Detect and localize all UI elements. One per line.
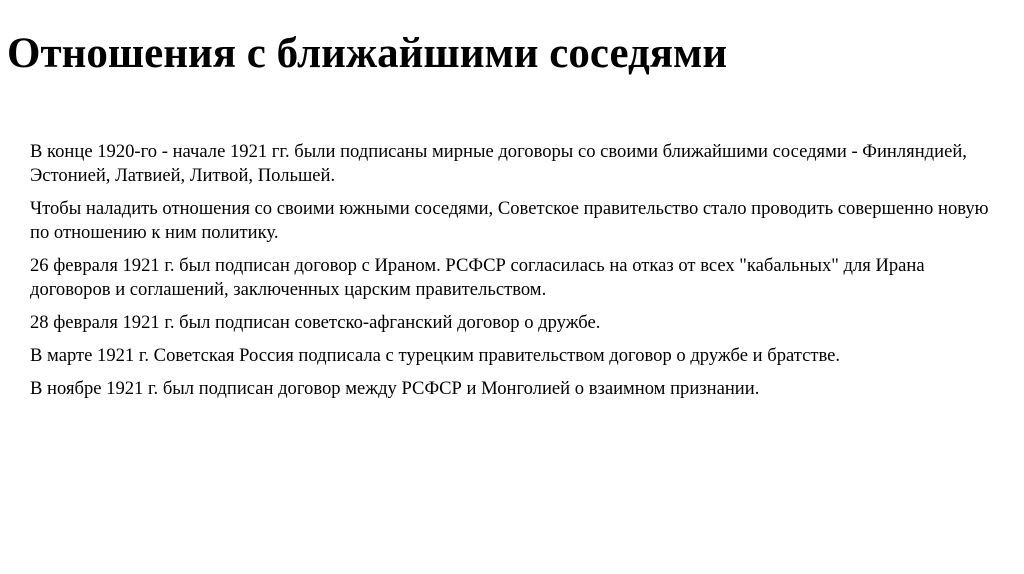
paragraph-5: В марте 1921 г. Советская Россия подписала с турецким правительством договор о дружбе и братстве.: [30, 345, 841, 366]
slide-body: [30, 140, 990, 410]
paragraph-6: В ноябре 1921 г. был подписан договор между РСФСР и Монголией о взаимном признании.: [30, 378, 760, 399]
slide-title: Отношения с ближайшими соседями: [7, 30, 728, 77]
paragraph-3: 26 февраля 1921 г. был подписан договор с Ираном. РСФСР согласилась на отказ от всех "кабальных" для Ирана договоров и соглашений, заключенных царским правительством.: [30, 255, 925, 300]
paragraph-1: В конце 1920-го - начале 1921 гг. были подписаны мирные договоры со своими ближайшими соседями - Финляндией, Эстонией, Латвией, Литвой, Польшей.: [30, 141, 967, 186]
paragraph-2: Чтобы наладить отношения со своими южными соседями, Советское правительство стало проводить совершенно новую по отношению к ним политику.: [30, 198, 989, 243]
paragraph-4: 28 февраля 1921 г. был подписан советско-афганский договор о дружбе.: [30, 312, 601, 333]
